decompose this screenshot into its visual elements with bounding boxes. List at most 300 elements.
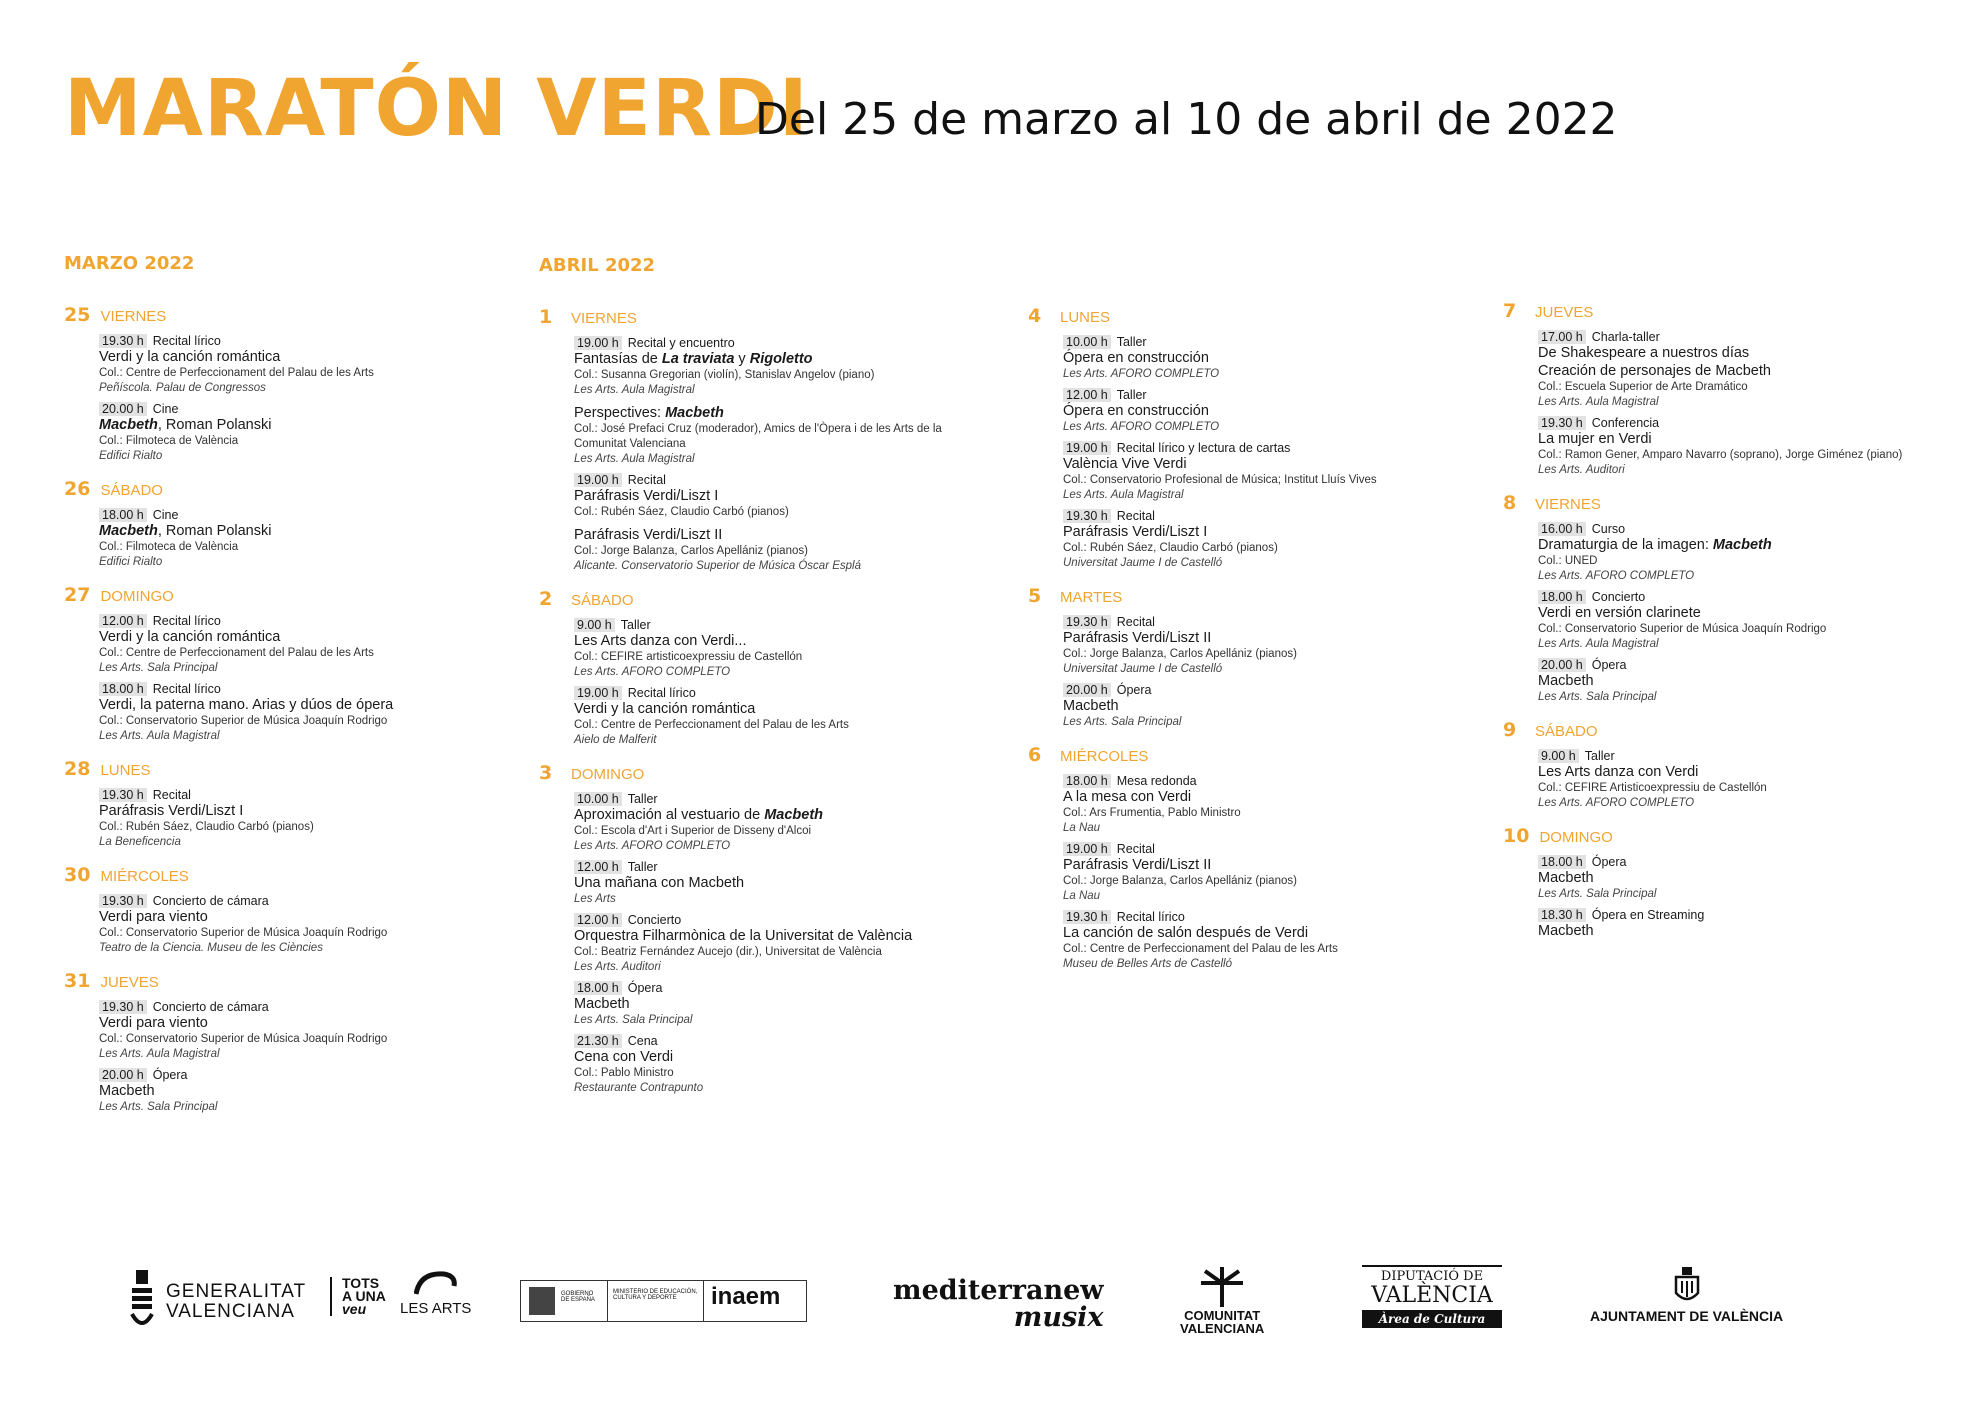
event-title: Macbeth bbox=[1538, 673, 1594, 689]
musix-text: musix bbox=[1013, 1302, 1104, 1333]
event-time: 19.00 h bbox=[1063, 842, 1111, 856]
event-type: Taller bbox=[1116, 335, 1147, 349]
event-type: Recital bbox=[627, 473, 666, 487]
event-title bbox=[99, 522, 504, 540]
event-subtitle: Creación de personajes de Macbeth bbox=[1538, 363, 1771, 379]
day-header bbox=[64, 304, 504, 326]
mediterranew-text: mediterranew bbox=[893, 1275, 1104, 1306]
diputacio-line1: DIPUTACIÓ DE bbox=[1362, 1265, 1502, 1284]
les-arts-logo bbox=[400, 1270, 471, 1317]
event-venue: La Beneficencia bbox=[99, 836, 181, 848]
event-time-line bbox=[99, 614, 504, 628]
event-time-line bbox=[99, 1068, 504, 1082]
event-type: Concierto bbox=[627, 913, 682, 927]
event-venue: Les Arts. Auditori bbox=[1538, 464, 1625, 476]
event-time: 19.30 h bbox=[99, 1000, 147, 1014]
event-type: Cine bbox=[152, 402, 179, 416]
event-collaborators: Col.: Escuela Superior de Arte Dramático bbox=[1538, 381, 1748, 393]
event-venue: Les Arts. AFORO COMPLETO bbox=[1538, 570, 1695, 582]
event-collaborators: Col.: Centre de Perfeccionament del Palau de les Arts bbox=[99, 367, 374, 379]
event-time: 19.00 h bbox=[1063, 441, 1111, 455]
event-time-line bbox=[574, 618, 979, 632]
event-item bbox=[574, 981, 979, 1028]
event-title: Aproximación al vestuario de Macbeth bbox=[574, 807, 824, 823]
event-title: Macbeth bbox=[1538, 870, 1594, 886]
day-header bbox=[1028, 585, 1478, 607]
event-title: Paráfrasis Verdi/Liszt II bbox=[1063, 630, 1212, 646]
event-time: 18.30 h bbox=[1538, 908, 1586, 922]
les-arts-text: LES ARTS bbox=[400, 1300, 472, 1317]
event-time-line bbox=[1063, 441, 1478, 455]
event-time-line bbox=[574, 473, 979, 487]
event-item bbox=[1063, 842, 1478, 904]
event-item bbox=[574, 913, 979, 975]
event-venue: Museu de Belles Arts de Castelló bbox=[1063, 958, 1232, 970]
event-item bbox=[574, 792, 979, 854]
day-block bbox=[1503, 719, 1943, 811]
event-time-line bbox=[1063, 335, 1478, 349]
event-title: Verdi y la canción romántica bbox=[99, 629, 281, 645]
event-time-line bbox=[99, 894, 504, 908]
event-time: 18.00 h bbox=[1538, 590, 1586, 604]
day-header bbox=[1028, 305, 1478, 327]
event-venue: Restaurante Contrapunto bbox=[574, 1082, 704, 1094]
event-collaborators: Col.: Centre de Perfeccionament del Palau de les Arts bbox=[574, 719, 849, 731]
day-header bbox=[64, 864, 504, 886]
event-title: Fantasías de La traviata y Rigoletto bbox=[574, 351, 813, 367]
event-venue: Les Arts. Aula Magistral bbox=[574, 384, 695, 396]
day-name: DOMINGO bbox=[1539, 829, 1613, 846]
event-time: 19.30 h bbox=[99, 894, 147, 908]
event-venue: Les Arts. Sala Principal bbox=[1538, 691, 1657, 703]
day-name: DOMINGO bbox=[100, 588, 174, 605]
event-item bbox=[1538, 590, 1943, 652]
event-time: 19.30 h bbox=[1538, 416, 1586, 430]
event-item bbox=[1063, 910, 1478, 972]
event-time: 12.00 h bbox=[99, 614, 147, 628]
event-time-line bbox=[574, 686, 979, 700]
diputacio-logo bbox=[1362, 1265, 1502, 1328]
event-title: Macbeth bbox=[1063, 698, 1119, 714]
event-title: Ópera en construcción bbox=[1063, 350, 1209, 366]
day-name: MIÉRCOLES bbox=[100, 868, 189, 885]
event-time-line bbox=[1063, 910, 1478, 924]
event-venue: Aielo de Malferit bbox=[574, 734, 657, 746]
event-time: 19.00 h bbox=[574, 473, 622, 487]
event-venue: Les Arts. Sala Principal bbox=[1063, 716, 1182, 728]
event-type: Taller bbox=[1116, 388, 1147, 402]
event-venue: Les Arts. Sala Principal bbox=[99, 662, 218, 674]
comunitat-line1: COMUNITAT bbox=[1184, 1308, 1261, 1323]
event-collaborators: Col.: Conservatorio Superior de Música Joaquín Rodrigo bbox=[99, 927, 388, 939]
event-collaborators: Col.: UNED bbox=[1538, 555, 1598, 567]
day-number: 2 bbox=[539, 588, 553, 610]
event-venue: Les Arts. Aula Magistral bbox=[574, 453, 695, 465]
event-time: 19.30 h bbox=[1063, 509, 1111, 523]
ministerio-text: MINISTERIO DE EDUCACIÓN, CULTURA Y DEPORTE bbox=[613, 1289, 698, 1301]
event-title: Verdi, la paterna mano. Arias y dúos de ópera bbox=[99, 697, 394, 713]
day-block bbox=[64, 304, 504, 464]
day-header bbox=[1503, 492, 1943, 514]
event-collaborators: Col.: Beatriz Fernández Aucejo (dir.), Universitat de València bbox=[574, 946, 882, 958]
event-title: Ópera en construcción bbox=[1063, 403, 1209, 419]
event-collaborators: Col.: Jorge Balanza, Carlos Apellániz (pianos) bbox=[574, 545, 808, 557]
event-time-line bbox=[1063, 615, 1478, 629]
event-collaborators: Col.: CEFIRE artisticoexpressiu de Castellón bbox=[574, 651, 803, 663]
event-time: 18.00 h bbox=[1063, 774, 1111, 788]
city-crest-icon bbox=[1672, 1265, 1702, 1305]
event-venue: Les Arts. Aula Magistral bbox=[99, 730, 220, 742]
tots-line1: TOTS bbox=[342, 1275, 380, 1291]
event-time: 12.00 h bbox=[574, 860, 622, 874]
day-block bbox=[1028, 305, 1478, 571]
event-type: Taller bbox=[1584, 749, 1615, 763]
month-heading: MARZO 2022 bbox=[64, 253, 195, 274]
event-type: Concierto de cámara bbox=[152, 1000, 269, 1014]
event-item bbox=[574, 526, 979, 574]
event-time: 10.00 h bbox=[574, 792, 622, 806]
event-time-line bbox=[1063, 842, 1478, 856]
event-time: 18.00 h bbox=[99, 508, 147, 522]
event-item bbox=[574, 404, 979, 467]
event-type: Taller bbox=[620, 618, 651, 632]
event-item bbox=[99, 614, 504, 676]
day-header bbox=[539, 588, 979, 610]
event-type: Ópera bbox=[152, 1068, 188, 1082]
event-title: La canción de salón después de Verdi bbox=[1063, 925, 1309, 941]
event-time: 20.00 h bbox=[1538, 658, 1586, 672]
spain-crest-icon bbox=[529, 1287, 555, 1315]
event-collaborators: Col.: Centre de Perfeccionament del Palau de les Arts bbox=[1063, 943, 1338, 955]
event-title: Verdi en versión clarinete bbox=[1538, 605, 1701, 621]
event-time-line bbox=[1538, 590, 1943, 604]
event-collaborators: Col.: Conservatorio Superior de Música Joaquín Rodrigo bbox=[99, 715, 388, 727]
event-collaborators: Col.: Pablo Ministro bbox=[574, 1067, 674, 1079]
day-number: 7 bbox=[1503, 300, 1517, 322]
column-abril-2 bbox=[1028, 305, 1478, 986]
generalitat-line2: VALENCIANA bbox=[166, 1301, 295, 1322]
day-header bbox=[1503, 719, 1943, 741]
event-time: 21.30 h bbox=[574, 1034, 622, 1048]
diputacio-line3: Àrea de Cultura bbox=[1362, 1310, 1502, 1328]
event-item bbox=[1063, 335, 1478, 382]
day-number: 8 bbox=[1503, 492, 1517, 514]
event-venue: Les Arts. Sala Principal bbox=[1538, 888, 1657, 900]
event-time: 19.30 h bbox=[1063, 615, 1111, 629]
event-time: 19.30 h bbox=[1063, 910, 1111, 924]
event-item bbox=[574, 336, 979, 398]
day-name: SÁBADO bbox=[571, 592, 634, 609]
event-time: 9.00 h bbox=[574, 618, 615, 632]
event-venue: Les Arts. AFORO COMPLETO bbox=[574, 840, 731, 852]
event-time: 20.00 h bbox=[99, 402, 147, 416]
ministerio-logo bbox=[520, 1280, 807, 1322]
event-time: 19.30 h bbox=[99, 788, 147, 802]
event-time-line bbox=[574, 1034, 979, 1048]
day-header bbox=[64, 584, 504, 606]
diputacio-line2: VALÈNCIA bbox=[1371, 1283, 1493, 1308]
event-collaborators: Col.: Jorge Balanza, Carlos Apellániz (pianos) bbox=[1063, 648, 1297, 660]
event-collaborators: Col.: Conservatorio Superior de Música Joaquín Rodrigo bbox=[99, 1033, 388, 1045]
event-collaborators: Col.: Ramon Gener, Amparo Navarro (soprano), Jorge Giménez (piano) bbox=[1538, 449, 1903, 461]
event-time: 12.00 h bbox=[574, 913, 622, 927]
event-title: Paráfrasis Verdi/Liszt I bbox=[574, 488, 719, 504]
event-time: 19.30 h bbox=[99, 334, 147, 348]
event-time: 19.00 h bbox=[574, 336, 622, 350]
event-title: València Vive Verdi bbox=[1063, 456, 1187, 472]
event-time: 9.00 h bbox=[1538, 749, 1579, 763]
event-title: Orquestra Filharmònica de la Universitat de València bbox=[574, 928, 913, 944]
day-number: 4 bbox=[1028, 305, 1042, 327]
event-item bbox=[1063, 388, 1478, 435]
event-type: Recital lírico bbox=[152, 334, 221, 348]
event-type: Taller bbox=[627, 860, 658, 874]
event-type: Recital y encuentro bbox=[627, 336, 735, 350]
day-block bbox=[539, 588, 979, 748]
page-title: MARATÓN VERDI bbox=[64, 64, 809, 154]
day-block bbox=[64, 758, 504, 850]
event-title: Verdi para viento bbox=[99, 909, 208, 925]
event-item bbox=[1063, 774, 1478, 836]
event-time: 16.00 h bbox=[1538, 522, 1586, 536]
event-item bbox=[574, 686, 979, 748]
event-time-line bbox=[1538, 522, 1943, 536]
event-venue: Les Arts. Aula Magistral bbox=[1538, 638, 1659, 650]
page-subtitle: Del 25 de marzo al 10 de abril de 2022 bbox=[755, 94, 1618, 145]
day-header bbox=[539, 306, 979, 328]
event-item bbox=[1538, 855, 1943, 902]
day-header bbox=[539, 762, 979, 784]
event-title: Cena con Verdi bbox=[574, 1049, 674, 1065]
generalitat-line1: GENERALITAT bbox=[166, 1281, 307, 1302]
day-block bbox=[64, 864, 504, 956]
day-block bbox=[64, 584, 504, 744]
event-title: La mujer en Verdi bbox=[1538, 431, 1652, 447]
event-time-line bbox=[574, 336, 979, 350]
event-item bbox=[574, 618, 979, 680]
event-item bbox=[574, 860, 979, 907]
event-item bbox=[574, 473, 979, 520]
day-name: MIÉRCOLES bbox=[1060, 748, 1149, 765]
day-block bbox=[1028, 744, 1478, 972]
event-collaborators: Col.: Rubén Sáez, Claudio Carbó (pianos) bbox=[1063, 542, 1278, 554]
event-time-line bbox=[574, 860, 979, 874]
event-time-line bbox=[574, 913, 979, 927]
event-type: Conferencia bbox=[1591, 416, 1660, 430]
event-time: 10.00 h bbox=[1063, 335, 1111, 349]
day-number: 31 bbox=[64, 970, 91, 992]
day-name: JUEVES bbox=[100, 974, 159, 991]
mediterranew-logo bbox=[893, 1277, 1104, 1331]
day-name: VIERNES bbox=[1535, 496, 1601, 513]
inaem-text: inaem bbox=[711, 1283, 781, 1310]
day-block bbox=[1503, 300, 1943, 478]
day-number: 3 bbox=[539, 762, 553, 784]
event-time: 12.00 h bbox=[1063, 388, 1111, 402]
tots-a-una-veu-logo bbox=[330, 1277, 386, 1316]
event-type: Recital bbox=[1116, 615, 1155, 629]
comunitat-valenciana-logo bbox=[1180, 1265, 1264, 1335]
event-time-line bbox=[1063, 388, 1478, 402]
day-number: 25 bbox=[64, 304, 91, 326]
day-header bbox=[64, 478, 504, 500]
event-time-line bbox=[574, 792, 979, 806]
event-title-rest: , Roman Polanski bbox=[157, 417, 272, 433]
event-type: Recital lírico bbox=[627, 686, 696, 700]
event-type: Ópera bbox=[627, 981, 663, 995]
event-venue: Peñíscola. Palau de Congressos bbox=[99, 382, 266, 394]
tots-line3: veu bbox=[342, 1301, 367, 1317]
event-venue: Les Arts. AFORO COMPLETO bbox=[574, 666, 731, 678]
day-name: VIERNES bbox=[571, 310, 637, 327]
event-type: Recital bbox=[1116, 509, 1155, 523]
day-name: LUNES bbox=[1060, 309, 1111, 326]
event-venue: Teatro de la Ciencia. Museu de les Ciències bbox=[99, 942, 323, 954]
event-collaborators: Col.: Susanna Gregorian (violín), Stanislav Angelov (piano) bbox=[574, 369, 875, 381]
event-title: Macbeth bbox=[574, 996, 630, 1012]
event-collaborators: Col.: José Prefaci Cruz (moderador), Amics de l'Òpera i de les Arts de la Comunitat Valenciana bbox=[574, 423, 942, 450]
event-venue: Les Arts. AFORO COMPLETO bbox=[1063, 368, 1220, 380]
day-name: MARTES bbox=[1060, 589, 1123, 606]
event-venue: Universitat Jaume I de Castelló bbox=[1063, 557, 1223, 569]
event-title-rest: , Roman Polanski bbox=[157, 523, 272, 539]
event-item bbox=[1538, 658, 1943, 705]
day-block bbox=[1503, 825, 1943, 940]
event-collaborators: Col.: Filmoteca de València bbox=[99, 435, 239, 447]
event-collaborators: Col.: CEFIRE Artisticoexpressiu de Castellón bbox=[1538, 782, 1767, 794]
event-collaborators: Col.: Escola d'Art i Superior de Disseny d'Alcoi bbox=[574, 825, 812, 837]
ajuntament-logo bbox=[1590, 1265, 1783, 1324]
month-heading: ABRIL 2022 bbox=[539, 255, 656, 276]
event-item bbox=[99, 682, 504, 744]
event-title: Paráfrasis Verdi/Liszt II bbox=[574, 527, 723, 543]
event-title: Macbeth bbox=[99, 1083, 155, 1099]
event-time: 18.00 h bbox=[1538, 855, 1586, 869]
event-time-line bbox=[1063, 774, 1478, 788]
day-number: 30 bbox=[64, 864, 91, 886]
event-time: 17.00 h bbox=[1538, 330, 1586, 344]
event-type: Concierto bbox=[1591, 590, 1646, 604]
event-time-line bbox=[1538, 908, 1943, 922]
event-venue: La Nau bbox=[1063, 890, 1101, 902]
event-venue: Les Arts bbox=[574, 893, 616, 905]
event-venue: Les Arts. Auditori bbox=[574, 961, 661, 973]
event-item bbox=[99, 1068, 504, 1115]
day-number: 9 bbox=[1503, 719, 1517, 741]
event-venue: Les Arts. Aula Magistral bbox=[1538, 396, 1659, 408]
event-time: 19.00 h bbox=[574, 686, 622, 700]
event-title: Macbeth bbox=[1538, 923, 1594, 939]
comunitat-line2: VALENCIANA bbox=[1180, 1321, 1265, 1336]
day-number: 5 bbox=[1028, 585, 1042, 607]
event-time-line bbox=[574, 981, 979, 995]
event-time-line bbox=[99, 402, 504, 416]
event-item bbox=[1538, 522, 1943, 584]
event-time-line bbox=[99, 1000, 504, 1014]
sponsor-logos bbox=[0, 1255, 1984, 1355]
event-type: Recital lírico bbox=[152, 614, 221, 628]
event-type: Recital lírico bbox=[152, 682, 221, 696]
event-time-line bbox=[1538, 749, 1943, 763]
event-type: Mesa redonda bbox=[1116, 774, 1197, 788]
event-time-line bbox=[1538, 330, 1943, 344]
event-title bbox=[99, 416, 504, 434]
event-item bbox=[99, 334, 504, 396]
event-title-emphasis: Macbeth bbox=[99, 417, 158, 433]
event-time: 18.00 h bbox=[99, 682, 147, 696]
event-venue: Edifici Rialto bbox=[99, 450, 163, 462]
event-time-line bbox=[1538, 658, 1943, 672]
event-collaborators: Col.: Rubén Sáez, Claudio Carbó (pianos) bbox=[574, 506, 789, 518]
event-time-line bbox=[1063, 683, 1478, 697]
event-type: Ópera bbox=[1591, 855, 1627, 869]
event-item bbox=[99, 508, 504, 570]
event-venue: Les Arts. AFORO COMPLETO bbox=[1063, 421, 1220, 433]
day-block bbox=[539, 306, 979, 574]
event-venue: La Nau bbox=[1063, 822, 1101, 834]
event-collaborators: Col.: Conservatorio Superior de Música Joaquín Rodrigo bbox=[1538, 623, 1827, 635]
event-type: Taller bbox=[627, 792, 658, 806]
event-venue: Les Arts. Sala Principal bbox=[99, 1101, 218, 1113]
day-number: 1 bbox=[539, 306, 553, 328]
event-time-line bbox=[1538, 855, 1943, 869]
event-collaborators: Col.: Conservatorio Profesional de Música; Institut Lluís Vives bbox=[1063, 474, 1377, 486]
event-item bbox=[1538, 330, 1943, 410]
day-number: 6 bbox=[1028, 744, 1042, 766]
event-title: Paráfrasis Verdi/Liszt I bbox=[99, 803, 244, 819]
event-item bbox=[1063, 683, 1478, 730]
day-block bbox=[1503, 492, 1943, 705]
event-collaborators: Col.: Rubén Sáez, Claudio Carbó (pianos) bbox=[99, 821, 314, 833]
event-venue: Edifici Rialto bbox=[99, 556, 163, 568]
day-name: LUNES bbox=[100, 762, 151, 779]
day-header bbox=[1028, 744, 1478, 766]
event-item bbox=[1538, 749, 1943, 811]
event-type: Recital lírico y lectura de cartas bbox=[1116, 441, 1291, 455]
event-type: Recital lírico bbox=[1116, 910, 1185, 924]
event-type: Curso bbox=[1591, 522, 1626, 536]
column-marzo bbox=[64, 253, 504, 1129]
event-title: Una mañana con Macbeth bbox=[574, 875, 745, 891]
day-name: JUEVES bbox=[1535, 304, 1594, 321]
event-title: Verdi para viento bbox=[99, 1015, 208, 1031]
event-collaborators: Col.: Centre de Perfeccionament del Palau de les Arts bbox=[99, 647, 374, 659]
event-type: Cine bbox=[152, 508, 179, 522]
day-name: SÁBADO bbox=[1535, 723, 1598, 740]
ajuntament-text: AJUNTAMENT DE VALÈNCIA bbox=[1590, 1308, 1784, 1324]
event-title: Verdi y la canción romántica bbox=[574, 701, 756, 717]
day-block bbox=[539, 762, 979, 1096]
event-title: Dramaturgia de la imagen: Macbeth bbox=[1538, 537, 1772, 553]
day-number: 28 bbox=[64, 758, 91, 780]
les-arts-wave-icon bbox=[414, 1270, 458, 1296]
event-venue: Les Arts. Aula Magistral bbox=[1063, 489, 1184, 501]
event-type: Charla-taller bbox=[1591, 330, 1660, 344]
event-time-line bbox=[99, 334, 504, 348]
event-item bbox=[1063, 615, 1478, 677]
event-title: Paráfrasis Verdi/Liszt II bbox=[1063, 857, 1212, 873]
event-title: Verdi y la canción romántica bbox=[99, 349, 281, 365]
event-item bbox=[99, 402, 504, 464]
event-type: Ópera en Streaming bbox=[1591, 908, 1705, 922]
event-venue: Universitat Jaume I de Castelló bbox=[1063, 663, 1223, 675]
tots-line2: A UNA bbox=[342, 1288, 386, 1304]
event-time: 20.00 h bbox=[99, 1068, 147, 1082]
event-item bbox=[99, 788, 504, 850]
event-venue: Les Arts. AFORO COMPLETO bbox=[1538, 797, 1695, 809]
day-header bbox=[64, 758, 504, 780]
event-title: De Shakespeare a nuestros días bbox=[1538, 345, 1750, 361]
